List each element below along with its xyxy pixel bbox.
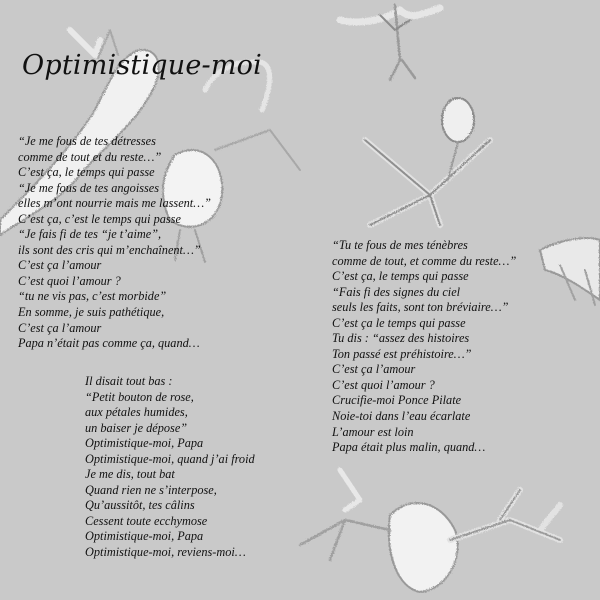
poem-line: “Je me fous de tes détresses — [18, 134, 156, 148]
poem-line: “Tu te fous de mes ténèbres — [332, 238, 468, 252]
poem-line: Optimistique-moi, reviens-moi… — [85, 545, 246, 560]
stanza-2 — [85, 374, 255, 561]
poem-line: seuls les faits, sont ton bréviaire…” — [332, 300, 509, 315]
poem-line: Ton passé est préhistoire…” — [332, 346, 472, 361]
poem-line: C’est ça, c’est le temps qui passe — [18, 211, 181, 226]
poem-line: Crucifie-moi Ponce Pilate — [332, 393, 462, 408]
poem-line: C’est quoi l’amour ? — [332, 377, 435, 392]
poem-line: C’est ça, le temps qui passe — [18, 165, 155, 180]
poem-line: “Petit bouton de rose, — [85, 389, 194, 404]
poem-line: Je me dis, tout bat — [85, 467, 175, 482]
poem-line: “Je me fous de tes angoisses — [18, 180, 160, 195]
poem-line: un baiser je dépose” — [85, 420, 188, 435]
bottom-figure-icon — [300, 470, 560, 592]
poem-line: C’est ça l’amour — [18, 320, 102, 335]
hand-figure-icon — [540, 238, 600, 305]
poem-line: Tu dis : “assez des histoires — [332, 331, 470, 346]
poem-line: “tu ne vis pas, c’est morbide” — [18, 289, 167, 304]
poem-line: Quand rien ne s’interpose, — [85, 482, 217, 497]
stanza-3 — [332, 238, 516, 456]
poem-line: Optimistique-moi, Papa — [85, 436, 204, 451]
poem-line: Cessent toute ecchymose — [85, 513, 208, 528]
stanza-1 — [18, 134, 211, 352]
poem-title: Optimistique-moi — [22, 50, 262, 81]
poem-line: Optimistique-moi, quand j’ai froid — [85, 451, 255, 466]
poem-line: Papa n’était pas comme ça, quand… — [18, 336, 200, 351]
poem-line: C’est quoi l’amour ? — [18, 273, 121, 288]
poem-line: C’est ça le temps qui passe — [332, 315, 466, 330]
poem-line: En somme, je suis pathétique, — [18, 305, 165, 320]
poem-line: aux pétales humides, — [85, 405, 188, 420]
poem-line: Optimistique-moi, Papa — [85, 529, 204, 544]
poem-line: ils sont des cris qui m’enchaînent…” — [18, 242, 201, 257]
poem-line: Qu’aussitôt, tes câlins — [85, 498, 195, 513]
poem-line: C’est ça l’amour — [18, 258, 102, 273]
poem-line: Noie-toi dans l’eau écarlate — [332, 409, 471, 424]
cross-figure-icon — [365, 98, 490, 225]
stick-figure-top-icon — [340, 5, 440, 80]
poem-line: comme de tout et du reste…” — [18, 149, 162, 164]
poem-line: “Je fais fi de tes “je t’aime”, — [18, 227, 162, 242]
poem-line: comme de tout, et comme du reste…” — [332, 253, 517, 268]
poem-line: elles m’ont nourrie mais me lassent…” — [18, 196, 211, 211]
poem-line: C’est ça, le temps qui passe — [332, 269, 469, 284]
poem-line: “Fais fi des signes du ciel — [332, 284, 461, 299]
poem-line: Papa était plus malin, quand… — [332, 440, 486, 455]
poem-line: L’amour est loin — [332, 424, 414, 439]
poem-line: C’est ça l’amour — [332, 362, 416, 377]
poem-line: Il disait tout bas : — [85, 374, 173, 388]
